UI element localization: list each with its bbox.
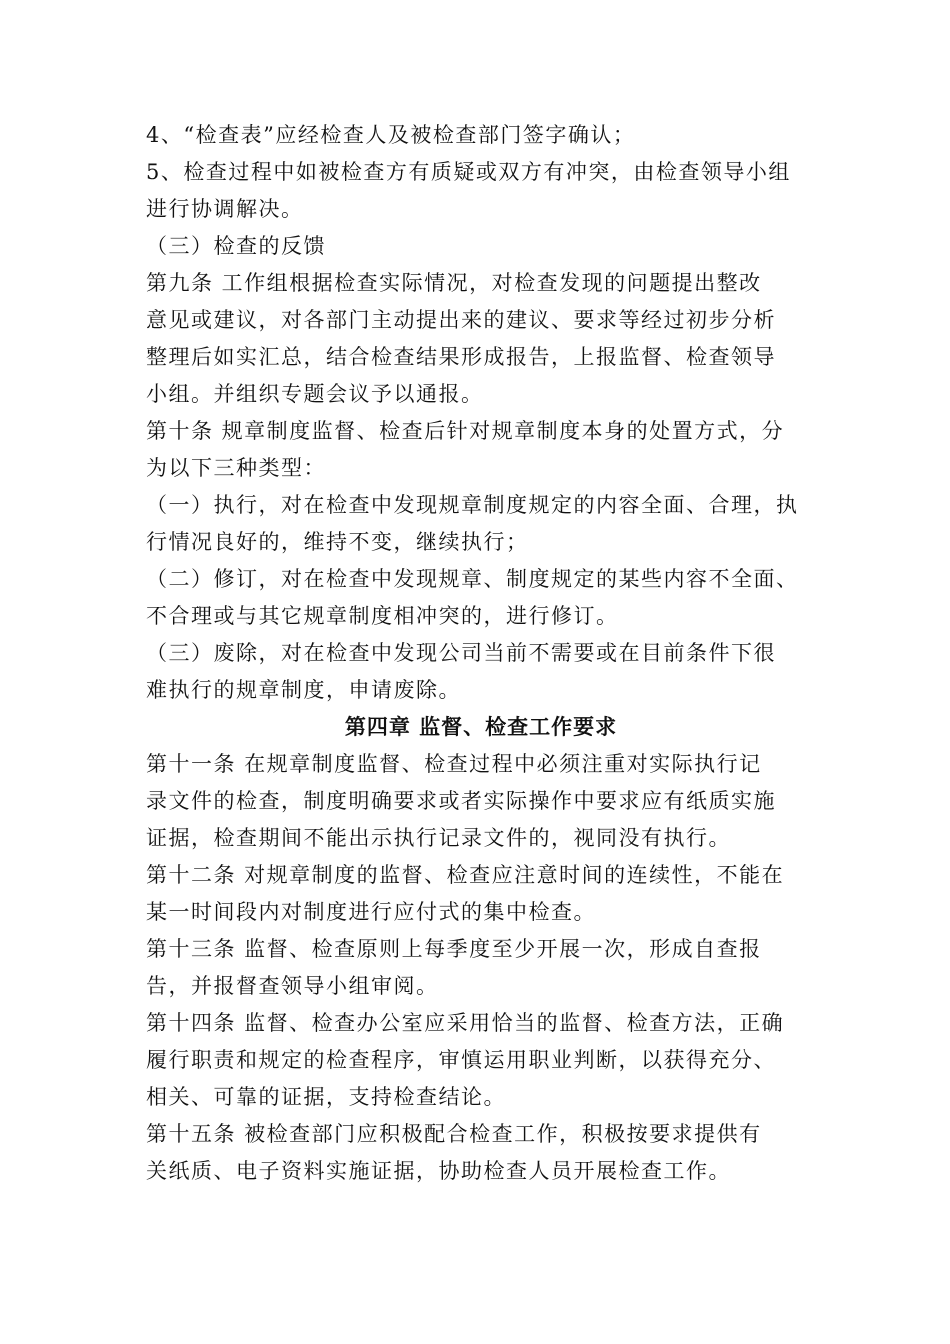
list-item-5-continued: 进行协调解决。 <box>146 197 304 221</box>
article-10-continued: 为以下三种类型： <box>146 456 326 480</box>
list-item-4: 4、“检查表”应经检查人及被检查部门签字确认； <box>146 123 636 147</box>
article-14: 第十四条 监督、检查办公室应采用恰当的监督、检查方法，正确 <box>146 1011 785 1035</box>
article-12: 第十二条 对规章制度的监督、检查应注意时间的连续性，不能在 <box>146 863 785 887</box>
article-13: 第十三条 监督、检查原则上每季度至少开展一次，形成自查报 <box>146 937 762 961</box>
option-revise: （二）修订，对在检查中发现规章、制度规定的某些内容不全面、 <box>146 567 799 591</box>
option-execute-continued: 行情况良好的，维持不变，继续执行； <box>146 530 529 554</box>
option-abolish: （三）废除，对在检查中发现公司当前不需要或在目前条件下很 <box>146 641 776 665</box>
article-14-continued: 相关、可靠的证据，支持检查结论。 <box>146 1085 506 1109</box>
section-heading-feedback: （三）检查的反馈 <box>146 234 326 258</box>
article-9-continued: 整理后如实汇总，结合检查结果形成报告，上报监督、检查领导 <box>146 345 776 369</box>
list-item-5: 5、检查过程中如被检查方有质疑或双方有冲突，由检查领导小组 <box>146 160 791 184</box>
article-14-continued: 履行职责和规定的检查程序，审慎运用职业判断，以获得充分、 <box>146 1048 776 1072</box>
option-execute: （一）执行，对在检查中发现规章制度规定的内容全面、合理，执 <box>146 493 799 517</box>
document-body <box>146 117 816 1190</box>
article-10: 第十条 规章制度监督、检查后针对规章制度本身的处置方式，分 <box>146 419 785 443</box>
option-abolish-continued: 难执行的规章制度，申请废除。 <box>146 678 461 702</box>
chapter-4-title: 第四章 监督、检查工作要求 <box>344 715 618 739</box>
article-11: 第十一条 在规章制度监督、检查过程中必须注重对实际执行记 <box>146 752 762 776</box>
article-15-continued: 关纸质、电子资料实施证据，协助检查人员开展检查工作。 <box>146 1159 731 1183</box>
article-9-continued: 小组。并组织专题会议予以通报。 <box>146 382 484 406</box>
article-11-continued: 证据，检查期间不能出示执行记录文件的，视同没有执行。 <box>146 826 731 850</box>
article-9-continued: 意见或建议，对各部门主动提出来的建议、要求等经过初步分析 <box>146 308 776 332</box>
article-15: 第十五条 被检查部门应积极配合检查工作，积极按要求提供有 <box>146 1122 762 1146</box>
article-9: 第九条 工作组根据检查实际情况，对检查发现的问题提出整改 <box>146 271 762 295</box>
article-13-continued: 告，并报督查领导小组审阅。 <box>146 974 439 998</box>
article-11-continued: 录文件的检查，制度明确要求或者实际操作中要求应有纸质实施 <box>146 789 776 813</box>
option-revise-continued: 不合理或与其它规章制度相冲突的，进行修订。 <box>146 604 619 628</box>
article-12-continued: 某一时间段内对制度进行应付式的集中检查。 <box>146 900 596 924</box>
